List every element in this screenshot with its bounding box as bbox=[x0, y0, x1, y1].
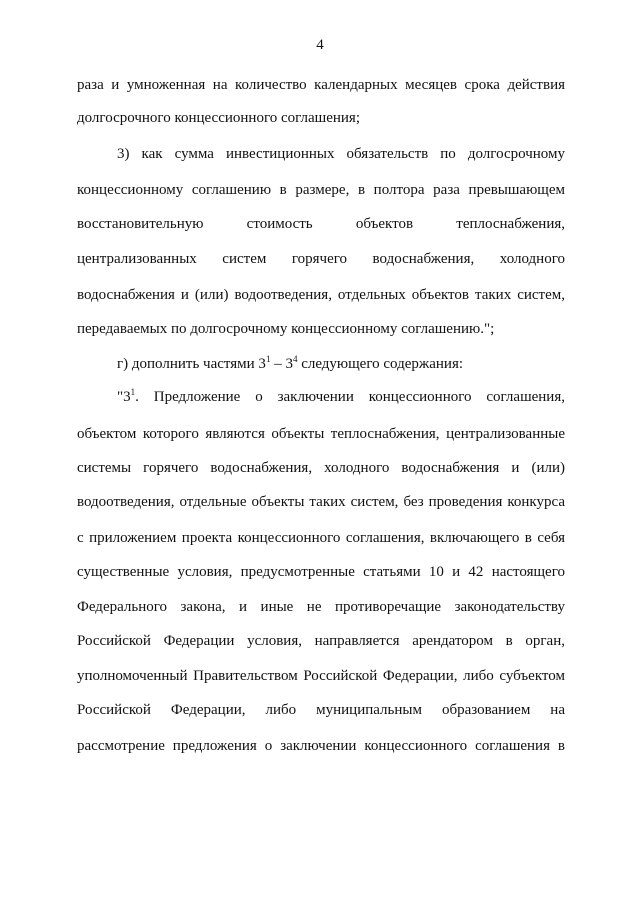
text-line: Федерального закона, и иные не противоречащие законодательству bbox=[77, 599, 565, 615]
part-3-1-sup: 1 bbox=[130, 387, 136, 397]
text-line: системы горячего водоснабжения, холодного водоснабжения и (или) bbox=[77, 460, 565, 476]
part-3-1-heading bbox=[117, 387, 565, 407]
item-g-suffix: следующего содержания: bbox=[297, 356, 464, 372]
text-line: водоотведения, отдельные объекты таких систем, без проведения конкурса bbox=[77, 494, 565, 510]
text-line: существенные условия, предусмотренные статьями 10 и 42 настоящего bbox=[77, 564, 565, 580]
text-line: уполномоченный Правительством Российской Федерации, либо субъектом bbox=[77, 668, 565, 684]
text-line: восстановительную стоимость объектов теплоснабжения, bbox=[77, 216, 565, 232]
item-g-sup-from: 1 bbox=[265, 354, 271, 364]
item-g-sup-to: 4 bbox=[292, 354, 298, 364]
part-3-1-number: "3 bbox=[117, 389, 131, 405]
part-3-1-text: . Предложение о заключении концессионного соглашения, bbox=[135, 389, 565, 405]
item-g-dash: – 3 bbox=[270, 356, 293, 372]
text-line: передаваемых по долгосрочному концессионному соглашению."; bbox=[77, 321, 495, 337]
item-g-prefix: г) дополнить частями 3 bbox=[117, 356, 266, 372]
text-line: с приложением проекта концессионного соглашения, включающего в себя bbox=[77, 530, 565, 546]
text-line: рассмотрение предложения о заключении концессионного соглашения в bbox=[77, 738, 565, 754]
text-line: водоснабжения и (или) водоотведения, отдельных объектов таких систем, bbox=[77, 287, 565, 303]
text-line: централизованных систем горячего водоснабжения, холодного bbox=[77, 251, 565, 267]
page-number: 4 bbox=[316, 37, 324, 53]
text-line: раза и умноженная на количество календарных месяцев срока действия bbox=[77, 77, 565, 93]
text-line: Российской Федерации условия, направляется арендатором в орган, bbox=[77, 633, 565, 649]
text-line: долгосрочного концессионного соглашения; bbox=[77, 110, 361, 126]
item-g-line bbox=[117, 354, 565, 374]
text-line: объектом которого являются объекты теплоснабжения, централизованные bbox=[77, 426, 565, 442]
text-line: Российской Федерации, либо муниципальным образованием на bbox=[77, 702, 565, 718]
text-line: концессионному соглашению в размере, в полтора раза превышающем bbox=[77, 182, 565, 198]
text-line: 3) как сумма инвестиционных обязательств по долгосрочному bbox=[117, 146, 565, 162]
